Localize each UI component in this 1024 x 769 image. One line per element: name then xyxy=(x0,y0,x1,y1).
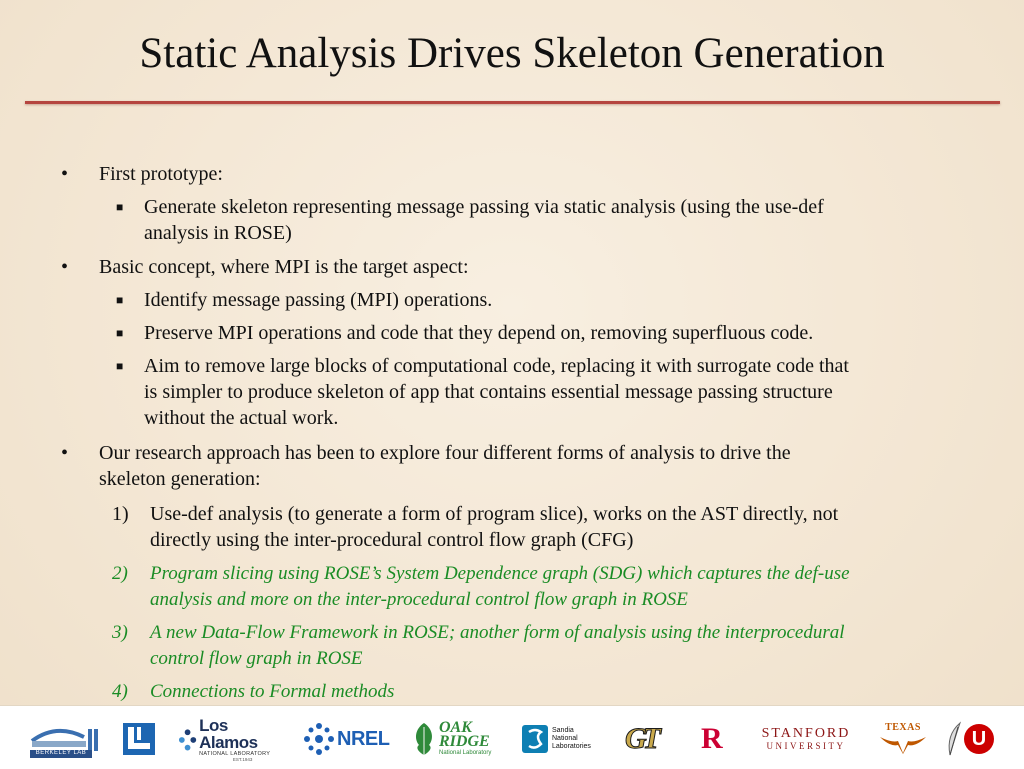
sub-bullet-preserve xyxy=(116,320,984,346)
utah-u-text: U xyxy=(971,728,987,750)
numbered-line: directly using the inter-procedural control flow graph (CFG) xyxy=(150,529,634,551)
bullet-line: skeleton generation: xyxy=(99,468,261,490)
los-alamos-est: EST.1943 xyxy=(232,756,253,762)
square-marker: ■ xyxy=(116,326,124,340)
bullet-marker: • xyxy=(61,163,69,185)
rutgers-logo xyxy=(701,720,733,758)
sub-bullet-aim xyxy=(116,353,984,431)
nrel-text: NREL xyxy=(337,727,390,750)
georgia-tech-logo xyxy=(625,720,681,758)
texas-logo xyxy=(876,720,930,758)
number-marker: 1) xyxy=(112,503,129,525)
square-marker: ■ xyxy=(116,359,124,373)
numbered-item-1 xyxy=(112,501,990,553)
bullet-marker: • xyxy=(61,442,69,464)
oak-text: OAK xyxy=(439,719,472,736)
partner-logo-strip xyxy=(0,705,1024,769)
bullet-first-prototype xyxy=(61,161,979,187)
numbered-item-3 xyxy=(112,620,990,672)
bullet-research-approach xyxy=(61,440,979,492)
los-alamos-icon xyxy=(178,724,197,754)
longhorn-icon xyxy=(878,733,928,755)
oak-ridge-logo xyxy=(411,720,497,758)
bullet-marker: • xyxy=(61,256,69,278)
sub-bullet-line: without the actual work. xyxy=(144,407,339,429)
ridge-text: RIDGE xyxy=(439,733,490,750)
nrel-logo xyxy=(303,720,395,758)
numbered-line: Program slicing using ROSE’s System Dependence graph (SDG) which captures the def-use xyxy=(150,563,850,584)
oak-leaf-icon xyxy=(411,721,437,757)
number-marker: 2) xyxy=(112,563,128,584)
sub-bullet-line: Aim to remove large blocks of computational code, replacing it with surrogate code that xyxy=(144,355,849,377)
bullet-basic-concept xyxy=(61,254,979,280)
sub-bullet-line: is simpler to produce skeleton of app that contains essential message passing structure xyxy=(144,381,833,403)
rutgers-r-text: R xyxy=(701,722,723,755)
llnl-icon xyxy=(121,721,157,757)
sandia-logo xyxy=(521,720,601,758)
sub-bullet-line: Preserve MPI operations and code that they depend on, removing superfluous code. xyxy=(144,322,814,344)
stanford-logo xyxy=(753,720,859,758)
sub-bullet-identify xyxy=(116,287,984,313)
nrel-icon xyxy=(303,722,335,756)
numbered-line: Connections to Formal methods xyxy=(150,681,395,702)
bullet-text: First prototype: xyxy=(99,163,223,185)
bullet-text: Basic concept, where MPI is the target aspect: xyxy=(99,256,469,278)
feather-icon xyxy=(944,721,964,757)
sandia-line-1: Sandia xyxy=(552,727,574,734)
square-marker: ■ xyxy=(116,200,124,214)
stanford-text: STANFORD xyxy=(761,725,851,741)
gt-text: GT xyxy=(625,722,657,755)
sandia-line-3: Laboratories xyxy=(552,743,591,750)
stanford-university-text: UNIVERSITY xyxy=(766,740,846,751)
slide-title: Static Analysis Drives Skeleton Generation xyxy=(139,30,885,77)
square-marker: ■ xyxy=(116,293,124,307)
sub-bullet-line: Generate skeleton representing message passing via static analysis (using the use-def xyxy=(144,196,824,218)
numbered-line: control flow graph in ROSE xyxy=(150,648,363,669)
utah-badge xyxy=(964,724,994,754)
texas-text: TEXAS xyxy=(885,722,921,733)
sandia-icon xyxy=(521,724,549,754)
sub-bullet-line: Identify message passing (MPI) operations. xyxy=(144,289,493,311)
los-alamos-logo xyxy=(178,715,286,762)
berkeley-lab-text: BERKELEY LAB xyxy=(35,750,87,756)
number-marker: 4) xyxy=(112,681,128,702)
bullet-line: Our research approach has been to explore four different forms of analysis to drive the xyxy=(99,442,791,464)
oak-ridge-sub: National Laboratory xyxy=(439,750,492,756)
sandia-line-2: National xyxy=(552,735,578,742)
numbered-item-2 xyxy=(112,561,990,613)
los-alamos-sub: NATIONAL LABORATORY xyxy=(199,750,271,757)
los-alamos-name: Los Alamos xyxy=(199,715,258,752)
llnl-logo xyxy=(121,720,157,758)
numbered-line: analysis and more on the inter-procedural control flow graph in ROSE xyxy=(150,589,688,610)
numbered-line: Use-def analysis (to generate a form of program slice), works on the AST directly, not xyxy=(150,503,839,525)
numbered-item-4 xyxy=(112,679,990,705)
sub-bullet-generate-skeleton xyxy=(116,194,984,246)
utah-logo xyxy=(944,720,1000,758)
number-marker: 3) xyxy=(112,622,128,643)
sub-bullet-line: analysis in ROSE) xyxy=(144,222,292,244)
numbered-line: A new Data-Flow Framework in ROSE; another form of analysis using the interprocedural xyxy=(150,622,845,643)
berkeley-lab-logo xyxy=(26,720,100,758)
